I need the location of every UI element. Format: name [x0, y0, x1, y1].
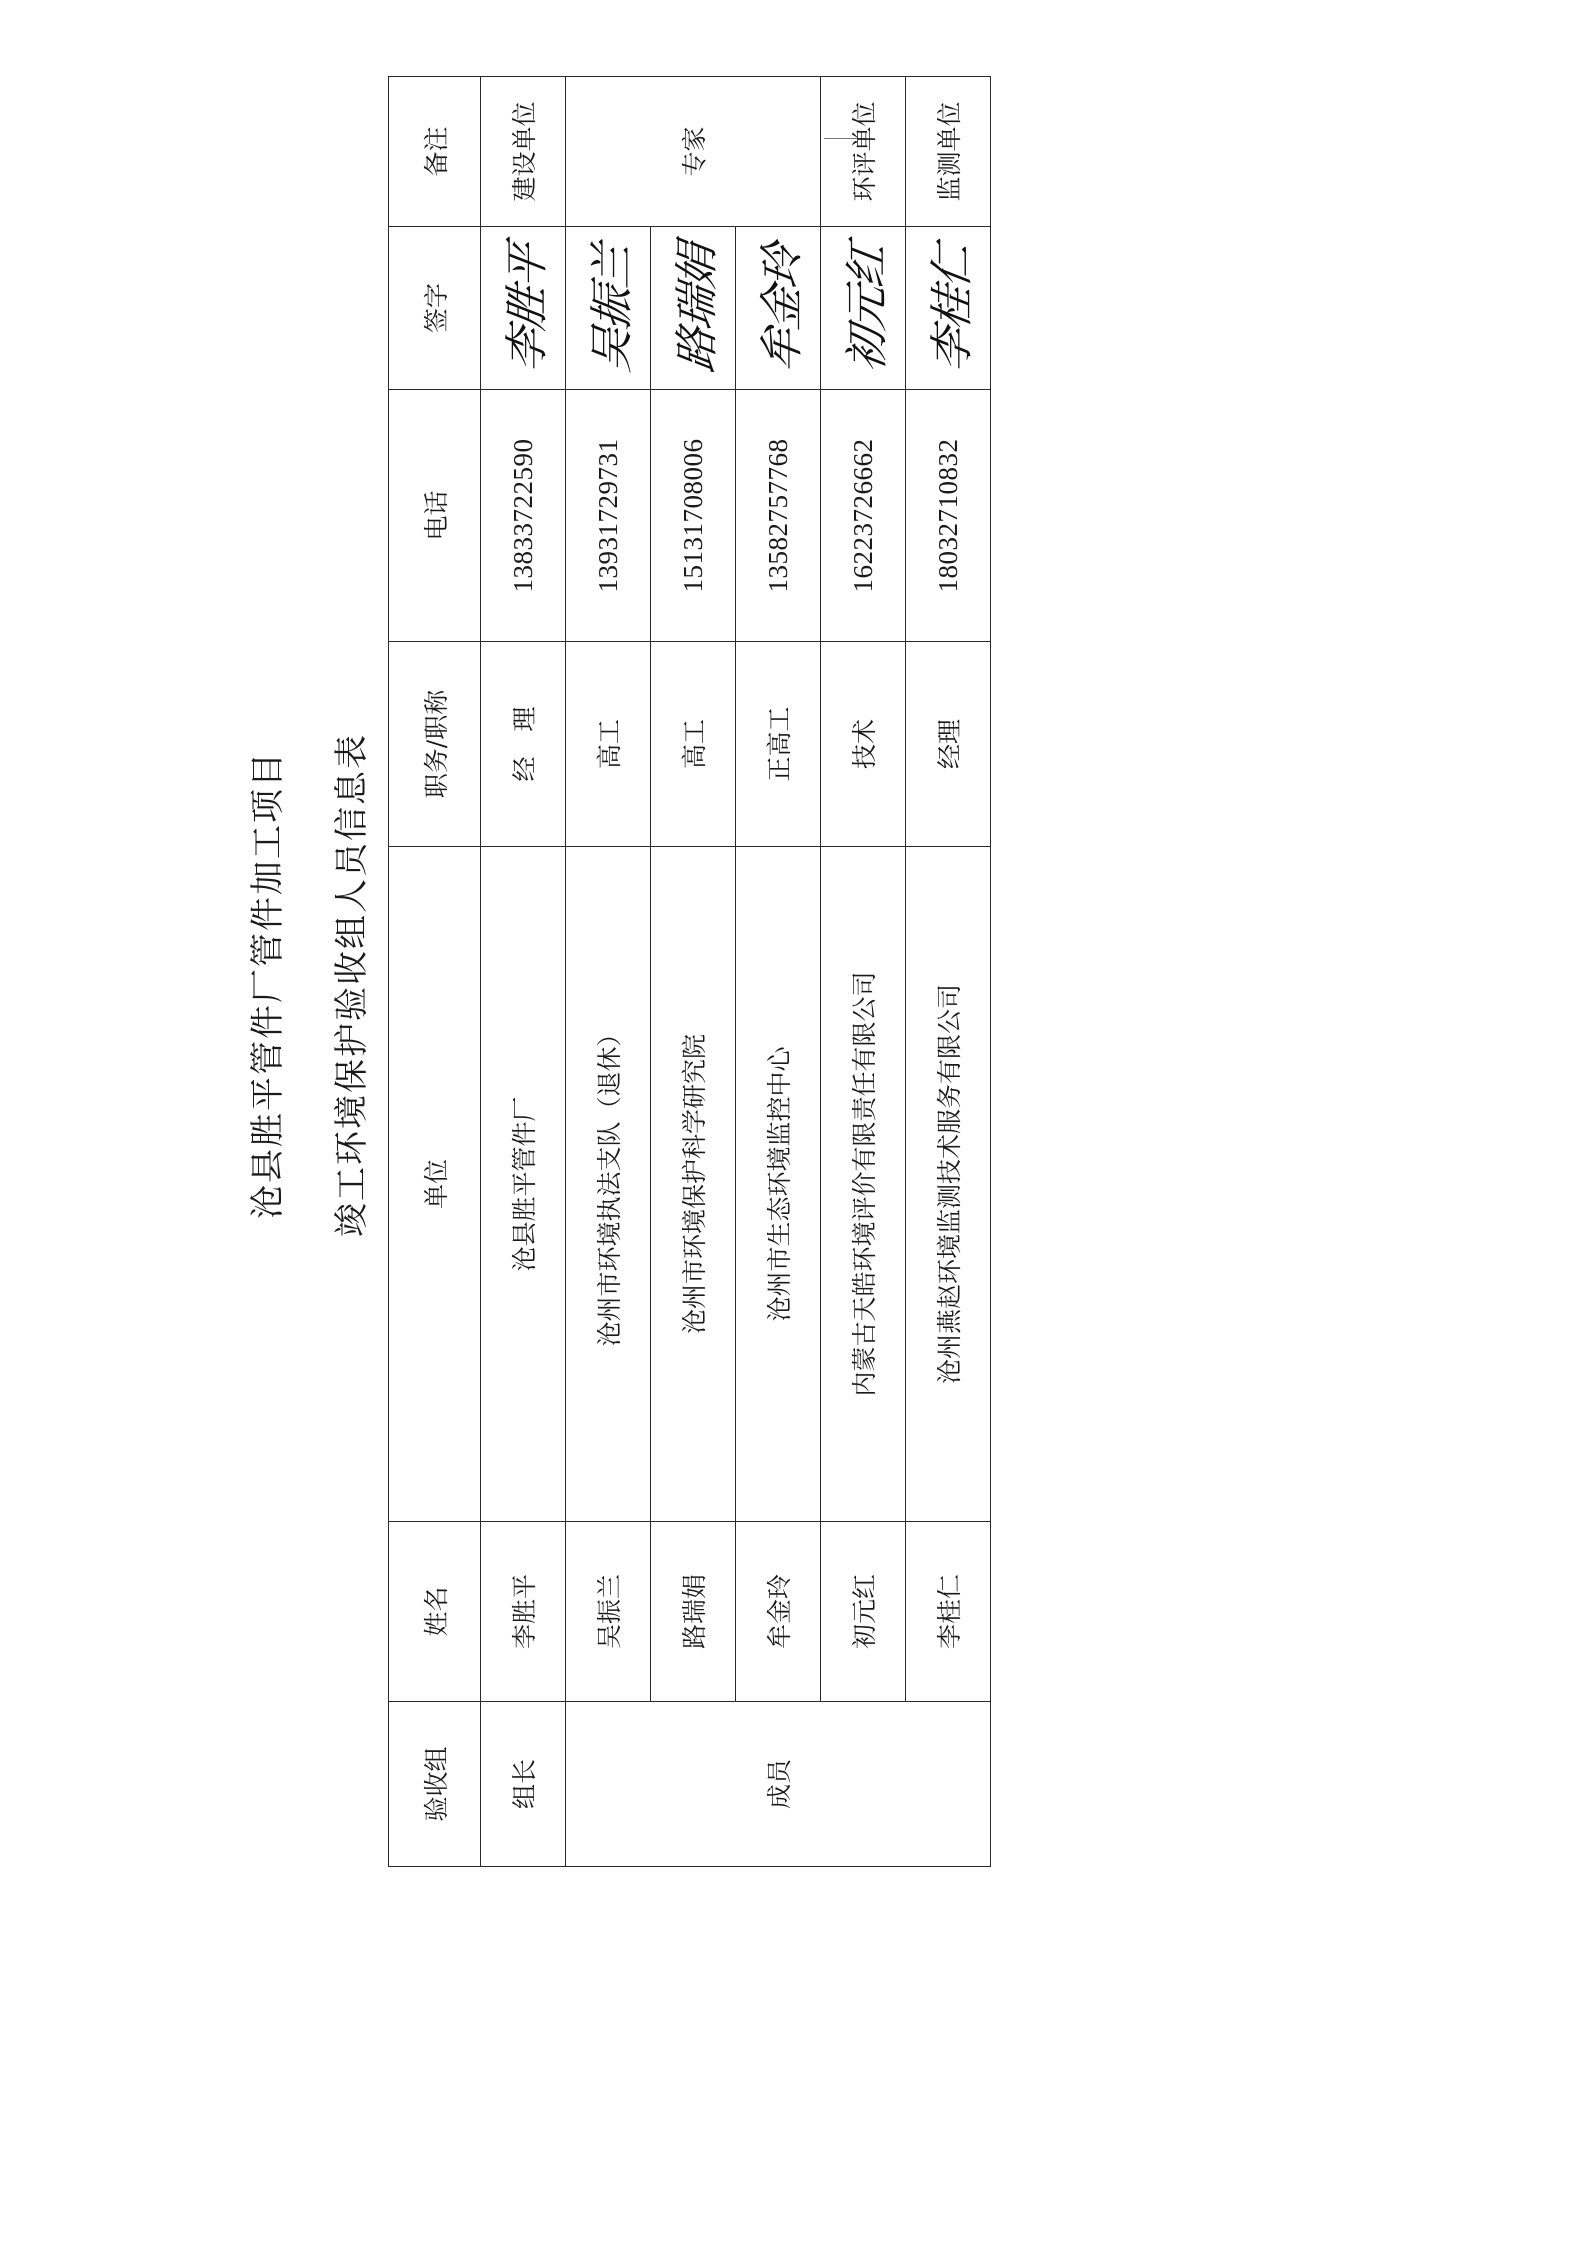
- table-row: [651, 77, 736, 1867]
- remark-cell: 环评单位: [821, 77, 906, 227]
- header-group: 验收组: [389, 1702, 481, 1867]
- handwritten-signature: 牟金玲: [757, 242, 808, 376]
- handwritten-signature: 李胜平: [502, 242, 553, 376]
- position-cell: 经 理: [481, 642, 566, 847]
- phone-cell: 13931729731: [566, 390, 651, 642]
- unit-cell: 内蒙古天皓环境评价有限责任有限公司: [821, 847, 906, 1522]
- document-subtitle: 竣工环境保护验收组人员信息表: [332, 733, 372, 1237]
- handwritten-signature: 路瑞娟: [672, 242, 723, 376]
- signature-cell: [566, 227, 651, 390]
- table-row: [566, 77, 651, 1867]
- table-row: [821, 77, 906, 1867]
- phone-cell: 16223726662: [821, 390, 906, 642]
- remark-cell-expert: 专家: [566, 77, 821, 227]
- unit-cell: 沧州燕赵环境监测技术服务有限公司: [906, 847, 991, 1522]
- unit-cell: 沧州市生态环境监控中心: [736, 847, 821, 1522]
- handwritten-signature: 李桂仁: [927, 242, 978, 376]
- signature-cell: [736, 227, 821, 390]
- table-row: [906, 77, 991, 1867]
- remark-cell: 监测单位: [906, 77, 991, 227]
- signature-cell: [481, 227, 566, 390]
- handwritten-signature: 初元红: [842, 242, 893, 376]
- name-cell: 李胜平: [481, 1522, 566, 1702]
- position-cell: 正高工: [736, 642, 821, 847]
- group-member-cell: 成员: [566, 1702, 991, 1867]
- signature-cell: [651, 227, 736, 390]
- position-cell: 高工: [651, 642, 736, 847]
- name-cell: 吴振兰: [566, 1522, 651, 1702]
- table-row: [736, 77, 821, 1867]
- signature-cell: [821, 227, 906, 390]
- handwritten-signature: 吴振兰: [587, 242, 638, 376]
- remark-cell: 建设单位: [481, 77, 566, 227]
- header-unit: 单位: [389, 847, 481, 1522]
- acceptance-group-table: [388, 76, 991, 1867]
- rotated-page: [240, 5, 1040, 1965]
- header-position: 职务/职称: [389, 642, 481, 847]
- unit-cell: 沧县胜平管件厂: [481, 847, 566, 1522]
- position-cell: 经理: [906, 642, 991, 847]
- unit-cell: 沧州市环境保护科学研究院: [651, 847, 736, 1522]
- phone-cell: 13582757768: [736, 390, 821, 642]
- header-signature: 签字: [389, 227, 481, 390]
- table-header-row: [389, 77, 481, 1867]
- phone-cell: 15131708006: [651, 390, 736, 642]
- unit-cell: 沧州市环境执法支队（退休）: [566, 847, 651, 1522]
- position-cell: 高工: [566, 642, 651, 847]
- group-leader-cell: 组长: [481, 1702, 566, 1867]
- header-name: 姓名: [389, 1522, 481, 1702]
- phone-cell: 18032710832: [906, 390, 991, 642]
- header-remark: 备注: [389, 77, 481, 227]
- header-phone: 电话: [389, 390, 481, 642]
- signature-cell: [906, 227, 991, 390]
- name-cell: 李桂仁: [906, 1522, 991, 1702]
- name-cell: 牟金玲: [736, 1522, 821, 1702]
- name-cell: 路瑞娟: [651, 1522, 736, 1702]
- position-cell: 技术: [821, 642, 906, 847]
- document-title: 沧县胜平管件厂管件加工项目: [248, 751, 288, 1219]
- phone-cell: 13833722590: [481, 390, 566, 642]
- table-row: [481, 77, 566, 1867]
- name-cell: 初元红: [821, 1522, 906, 1702]
